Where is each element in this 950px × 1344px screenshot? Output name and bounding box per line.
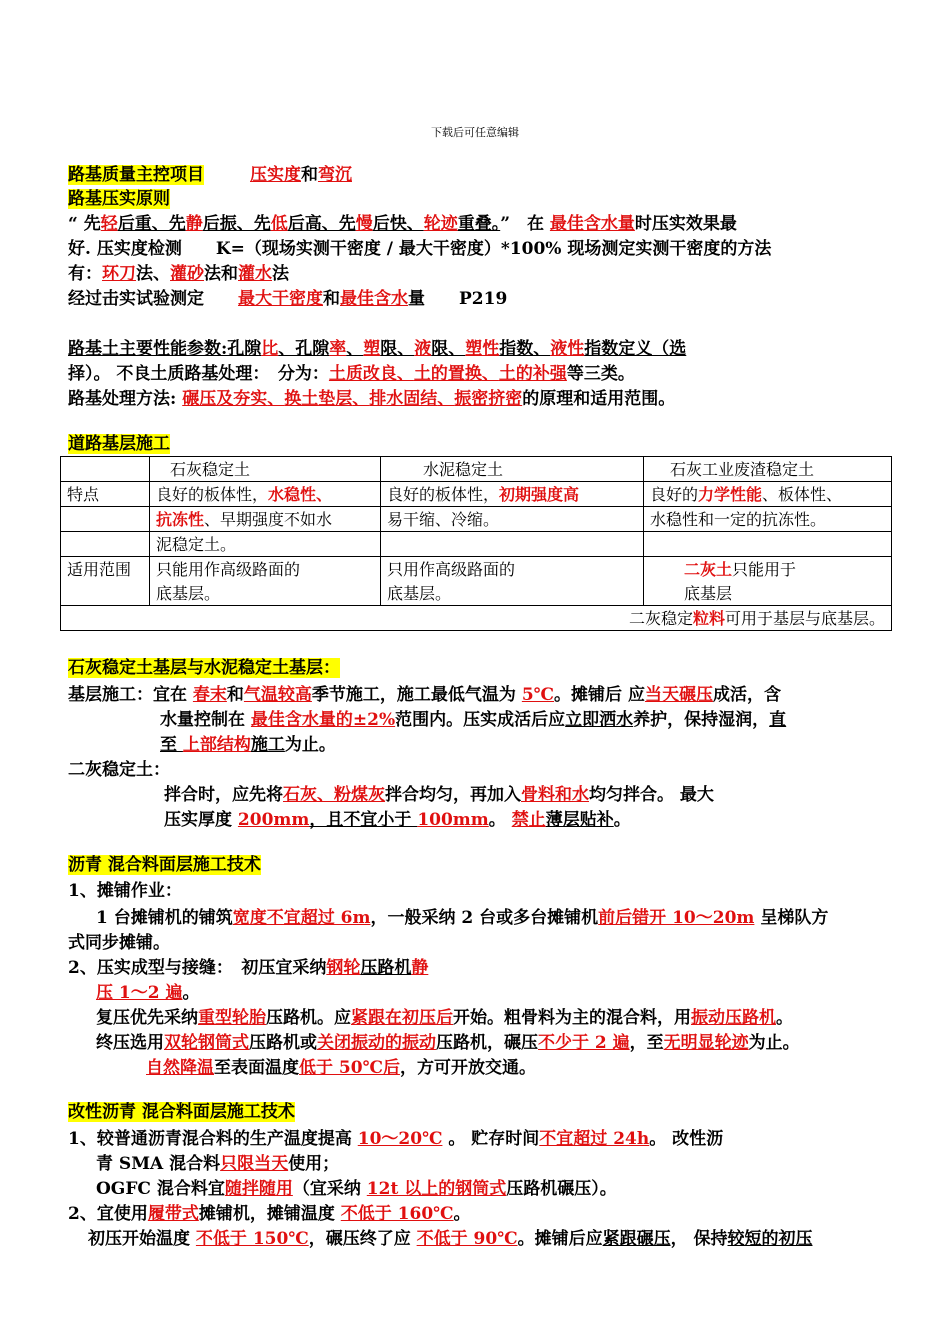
para4-line8: 自然降温至表面温度低于 50℃后，方可开放交通。 — [146, 1058, 536, 1078]
table-row — [61, 482, 892, 507]
para3-line5: 拌合时，应先将石灰、粉煤灰拌合均匀，再加入骨料和水均匀拌合。 最大 — [164, 785, 714, 805]
table-header: 水泥稳定土 — [381, 457, 644, 482]
para4-line1: 1、摊铺作业： — [68, 881, 182, 901]
para2-line2: 择）。 不良土质路基处理： 分为：土质改良、土的置换、土的补强等三类。 — [68, 364, 635, 384]
section1-title: 路基质量主控项目 — [68, 165, 204, 185]
table-cell: 底基层 — [644, 581, 892, 606]
para1-line2: 好. 压实度检测 K=（现场实测干密度 / 最大干密度）*100% 现场测定实测干密度的方法 — [68, 239, 772, 259]
section1-line: 路基质量主控项目 压实度和弯沉 — [68, 165, 352, 185]
table-cell: 只能用作高级路面的 — [150, 557, 381, 582]
para4-line6: 复压优先采纳重型轮胎压路机。应紧跟在初压后开始。粗骨料为主的混合料，用振动压路机。 — [96, 1008, 793, 1028]
table-cell: 抗冻性、早期强度不如水 — [150, 507, 381, 532]
section3-line — [68, 656, 340, 680]
table-cell: 易干缩、冷缩。 — [381, 507, 644, 532]
para1-line3: 有：环刀法、灌砂法和灌水法 — [68, 264, 289, 284]
keyword: 压实度 — [250, 165, 301, 185]
para4-line2: 1 台摊铺机的铺筑宽度不宜超过 6m，一般采纳 2 台或多台摊铺机前后错开 10～20m 呈梯队方 — [96, 908, 829, 928]
base-comparison-table — [60, 456, 892, 631]
table-row — [61, 507, 892, 532]
para4-line4: 2、压实成型与接缝： 初压宜采纳钢轮压路机静 — [68, 958, 429, 978]
table-row — [61, 606, 892, 631]
section2-title: 道路基层施工 — [68, 434, 170, 454]
para2-line1: 路基土主要性能参数:孔隙比、孔隙率、塑限、液限、塑性指数、液性指数定义（选 — [68, 339, 687, 359]
table-row — [61, 457, 892, 482]
table-cell: 适用范围 — [61, 557, 150, 582]
para5-line2: 青 SMA 混合料只限当天使用； — [96, 1154, 340, 1174]
section5-line — [68, 1100, 295, 1124]
para4-line7: 终压选用双轮钢筒式压路机或关闭振动的振动压路机，碾压不少于 2 遍，至无明显轮迹为止。 — [96, 1033, 800, 1053]
section3-title: 石灰稳定土基层与水泥稳定土基层： — [68, 658, 340, 678]
table-cell: 良好的板体性，初期强度高 — [381, 482, 644, 507]
table-row — [61, 557, 892, 582]
section2-line — [68, 432, 170, 456]
table-header: 石灰工业废渣稳定土 — [644, 457, 892, 482]
section4-line — [68, 853, 261, 877]
para5-line5: 初压开始温度 不低于 150℃，碾压终了应 不低于 90℃。摊铺后应紧跟碾压， 保持较短的初压 — [88, 1229, 813, 1249]
page-header: 下载后可任意编辑 — [431, 126, 519, 139]
section1b-title: 路基压实原则 — [68, 189, 170, 209]
para3-line4: 二灰稳定土： — [68, 760, 170, 780]
section4-title: 沥青 混合料面层施工技术 — [68, 855, 261, 875]
section1b-line — [68, 187, 170, 211]
para3-line1: 基层施工：宜在 春末和气温较高季节施工，施工最低气温为 5℃。摊铺后 应当天碾压成活，含 — [68, 685, 781, 705]
table-cell: 泥稳定土。 — [150, 532, 381, 557]
table-row — [61, 532, 892, 557]
para5-line4: 2、宜使用履带式摊铺机，摊铺温度 不低于 160℃。 — [68, 1204, 471, 1224]
table-cell: 只用作高级路面的 — [381, 557, 644, 582]
table-header: 石灰稳定土 — [150, 457, 381, 482]
para2-line3: 路基处理方法: 碾压及夯实、换土垫层、排水固结、振密挤密的原理和适用范围。 — [68, 389, 676, 409]
section5-title: 改性沥青 混合料面层施工技术 — [68, 1102, 295, 1122]
para3-line3: 至 上部结构施工为止。 — [160, 735, 336, 755]
para1-line1: “ 先轻后重、先静后振、先低后高、先慢后快、轮迹重叠。” 在 最佳含水量时压实效果最 — [68, 214, 737, 234]
para4-line5: 压 1～2 遍。 — [96, 983, 200, 1003]
table-cell: 水稳性和一定的抗冻性。 — [644, 507, 892, 532]
para3-line6: 压实厚度 200mm，且不宜小于 100mm。 禁止薄层贴补。 — [164, 810, 631, 830]
table-cell: 底基层。 — [381, 581, 644, 606]
table-cell: 良好的力学性能、板体性、 — [644, 482, 892, 507]
table-cell: 底基层。 — [150, 581, 381, 606]
table-cell: 特点 — [61, 482, 150, 507]
keyword: 弯沉 — [318, 165, 352, 185]
para5-line1: 1、较普通沥青混合料的生产温度提高 10～20℃ 。 贮存时间不宜超过 24h。 改性沥 — [68, 1129, 724, 1149]
table-cell: 二灰土只能用于 — [644, 557, 892, 582]
para3-line2: 水量控制在 最佳含水量的±2%范围内。压实成活后应立即洒水养护，保持湿润，直 — [160, 710, 787, 730]
table-cell: 良好的板体性，水稳性、 — [150, 482, 381, 507]
para1-line4: 经过击实试验测定 最大干密度和最佳含水量 P219 — [68, 289, 508, 309]
para4-line3: 式同步摊铺。 — [68, 933, 170, 953]
table-row — [61, 581, 892, 606]
table-footnote: 二灰稳定粒料可用于基层与底基层。 — [61, 606, 892, 631]
para5-line3: OGFC 混合料宜随拌随用（宜采纳 12t 以上的钢筒式压路机碾压）。 — [96, 1179, 617, 1199]
